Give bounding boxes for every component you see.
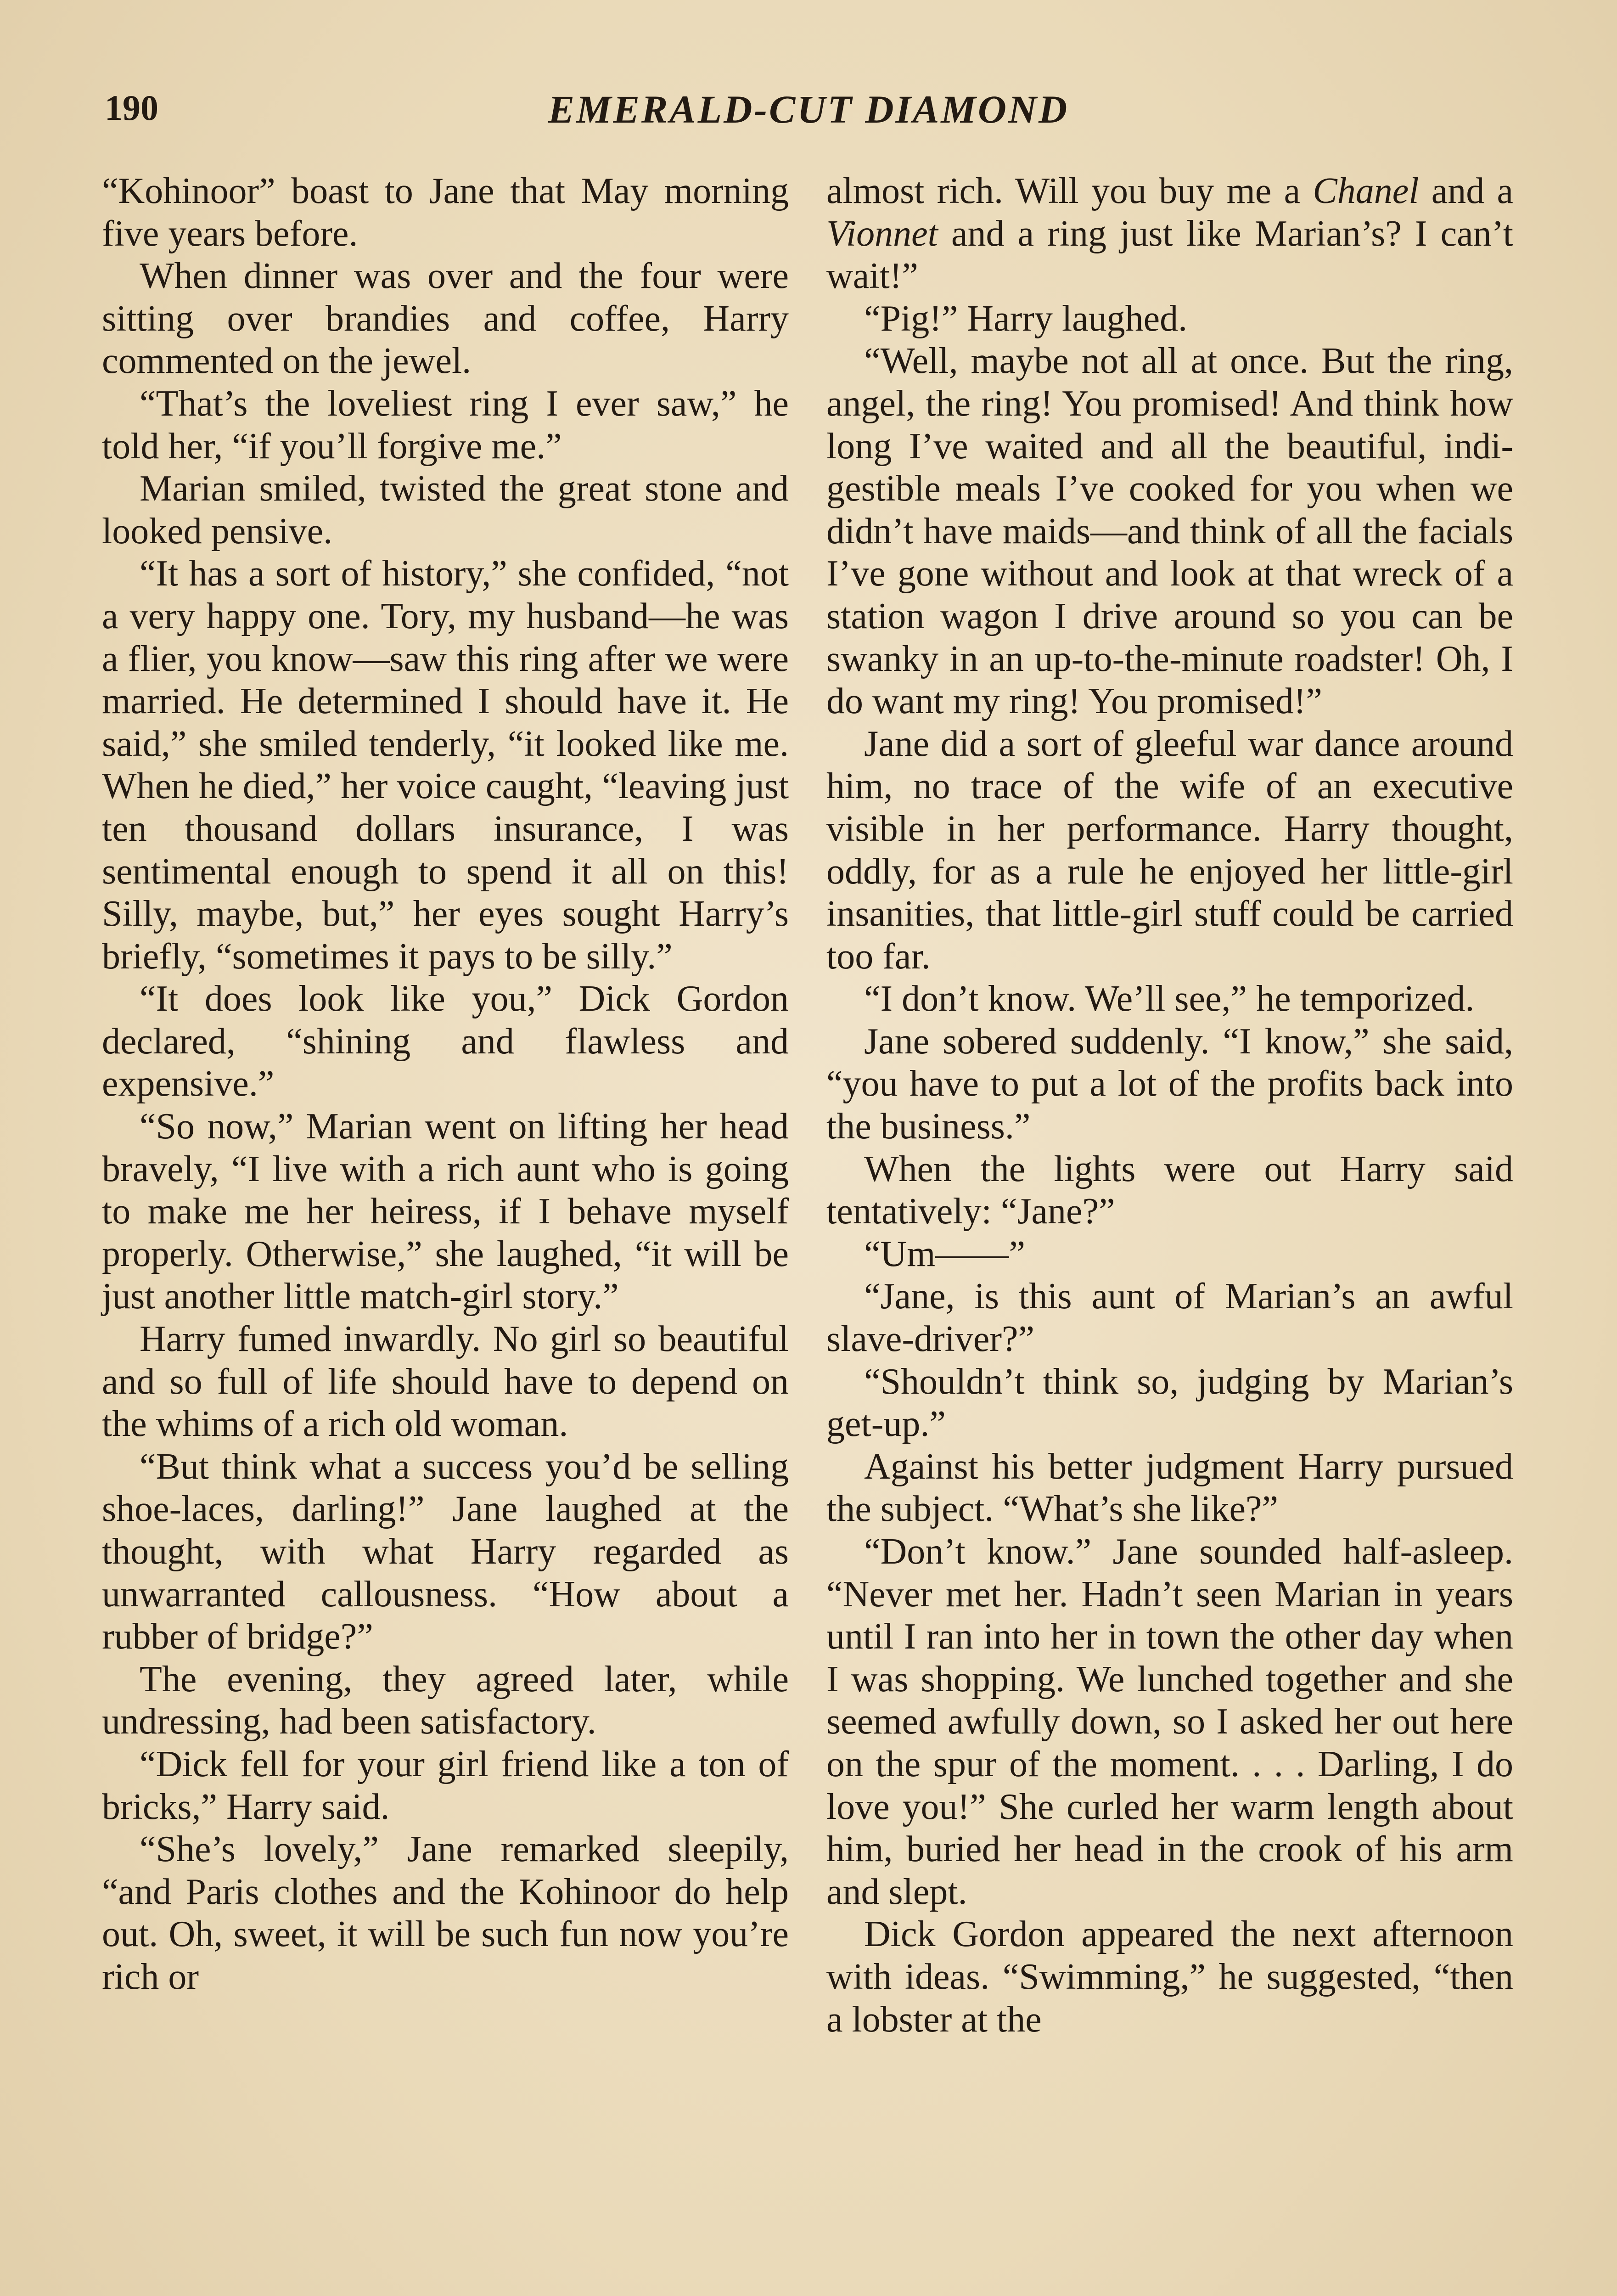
paragraph: “Um——” (864, 1233, 1026, 1274)
right-column (826, 170, 1513, 2041)
paragraph: “Dick fell for your girl friend like a ton of bricks,” Harry said. (102, 1744, 789, 1827)
paragraph: When the lights were out Harry said tentatively: “Jane?” (826, 1148, 1513, 1232)
paragraph: Dick Gordon appeared the next afternoon with ideas. “Swimming,” he suggested, “then a lobster at the (826, 1914, 1513, 2040)
text-run: almost rich. Will you buy me a (826, 171, 1313, 211)
paragraph: Against his better judgment Harry pursued the subject. “What’s she like?” (826, 1446, 1513, 1530)
paragraph-with-italics (826, 170, 1513, 298)
paragraph: “So now,” Marian went on lifting her head bravely, “I live with a rich aunt who is going to make me her heiress, if I behave myself properly. Otherwise,” she laughed, “it will be just another little match-girl story.” (102, 1106, 789, 1317)
page-number: 190 (105, 88, 158, 128)
paragraph: “But think what a success you’d be selling shoe-laces, darling!” Jane laughed at the thought, with what Harry regarded as unwarranted callousness. “How about a rubber of bridge?” (102, 1446, 789, 1657)
page-header (0, 83, 1617, 138)
paragraph: “Jane, is this aunt of Marian’s an awful slave-driver?” (826, 1276, 1513, 1360)
paragraph: Marian smiled, twisted the great stone and looked pensive. (102, 468, 789, 551)
paragraph: “I don’t know. We’ll see,” he temporized. (864, 979, 1475, 1019)
paragraph: “That’s the loveliest ring I ever saw,” he told her, “if you’ll forgive me.” (102, 383, 789, 467)
paragraph: Jane sobered suddenly. “I know,” she said, “you have to put a lot of the profits back into the business.” (826, 1021, 1513, 1147)
paragraph: When dinner was over and the four were sitting over brandies and coffee, Harry commented on the jewel. (102, 256, 789, 382)
paragraph: “Shouldn’t think so, judging by Marian’s get-up.” (826, 1361, 1513, 1445)
paragraph: “It does look like you,” Dick Gordon declared, “shining and flawless and expensive.” (102, 979, 789, 1104)
text-run: and a ring just like Marian’s? I can’t wait!” (826, 213, 1513, 297)
paragraph: “Don’t know.” Jane sounded half-asleep. “Never met her. Hadn’t seen Marian in years until I ran into her in town the other day when I was shopping. We lunched together and she seemed awfully down, so I asked her out here on the spur of the moment. . . . Darling, I do love you!” She curled her warm length about him, buried her head in the crook of his arm and slept. (826, 1531, 1513, 1912)
text-run: and a (1419, 171, 1514, 211)
running-title: EMERALD-CUT DIAMOND (548, 87, 1069, 131)
left-column (102, 170, 789, 1998)
paragraph: Jane did a sort of gleeful war dance around him, no trace of the wife of an executive visible in her performance. Harry thought, oddly, for as a rule he enjoyed her little-girl insanities, that little-girl stuff could be carried too far. (826, 723, 1513, 977)
italic-brand-name: Chanel (1313, 171, 1419, 211)
paragraph: The evening, they agreed later, while undressing, had been satisfactory. (102, 1659, 789, 1742)
paragraph: “It has a sort of history,” she confided, “not a very happy one. Tory, my husband—he was a flier, you know—saw this ring after we were married. He determined I should have it. He said,” she smiled tenderly, “it looked like me. When he died,” her voice caught, “leaving just ten thousand dollars insurance, I was sentimental enough to spend it all on this! Silly, maybe, but,” her eyes sought Harry’s briefly, “sometimes it pays to be silly.” (102, 553, 789, 977)
italic-brand-name: Vionnet (826, 213, 938, 254)
paragraph: “Kohinoor” boast to Jane that May morning five years before. (102, 171, 789, 254)
paragraph: “Pig!” Harry laughed. (864, 298, 1188, 339)
paragraph: Harry fumed inwardly. No girl so beautiful and so full of life should have to depend on the whims of a rich old woman. (102, 1319, 789, 1445)
paragraph: “She’s lovely,” Jane remarked sleepily, “and Paris clothes and the Kohinoor do help out. Oh, sweet, it will be such fun now you’re rich or (102, 1829, 789, 1997)
paragraph: “Well, maybe not all at once. But the ring, angel, the ring! You promised! And think how long I’ve waited and all the beautiful, indigestible meals I’ve cooked for you when we didn’t have maids—and think of all the facials I’ve gone without and look at that wreck of a station wagon I drive around so you can be swanky in an up-to-the-minute roadster! Oh, I do want my ring! You promised!” (826, 341, 1513, 722)
